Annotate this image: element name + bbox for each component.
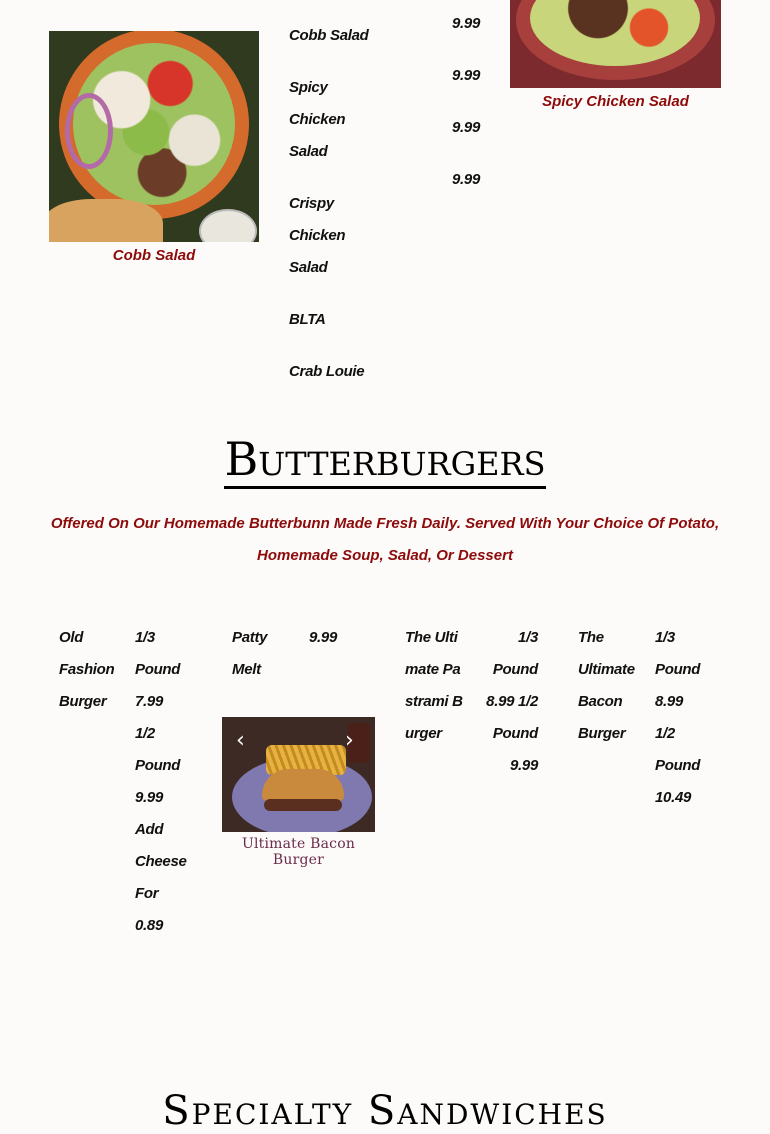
salad-price: 9.99 bbox=[452, 171, 480, 188]
burger-name-bacon: The Ultimate Bacon Burger bbox=[578, 629, 635, 742]
salad-price: 9.99 bbox=[452, 15, 480, 32]
salad-item-cobb: Cobb Salad bbox=[289, 27, 369, 44]
burger-price-patty-melt: 9.99 bbox=[309, 629, 337, 646]
butterburgers-subtitle: Offered On Our Homemade Butterbunn Made Fresh Daily. Served With Your Choice Of Potato, Homemade Soup, Salad, Or Dessert bbox=[50, 515, 720, 564]
salad-item-crab-louie: Crab Louie bbox=[289, 363, 365, 380]
salad-item-crispy-chicken: Crispy Chicken Salad bbox=[289, 195, 346, 276]
salad-price: 9.99 bbox=[452, 119, 480, 136]
slideshow-caption: Ultimate Bacon Burger bbox=[241, 836, 356, 868]
salad-item-spicy-chicken: Spicy Chicken Salad bbox=[289, 79, 346, 160]
burger-name-old-fashion: Old Fashion Burger bbox=[59, 629, 115, 710]
specialty-sandwiches-heading: Specialty Sandwiches bbox=[162, 1088, 608, 1134]
butterburgers-title: Butterburgers bbox=[224, 432, 545, 489]
spicy-chicken-salad-photo bbox=[510, 0, 721, 88]
salad-item-blta: BLTA bbox=[289, 311, 326, 328]
burger-price-pastrami: 1/3 Pound 8.99 1/2 Pound 9.99 bbox=[486, 629, 538, 774]
cobb-salad-photo bbox=[49, 31, 259, 242]
burger-price-bacon: 1/3 Pound 8.99 1/2 Pound 10.49 bbox=[655, 629, 701, 806]
cobb-salad-caption: Cobb Salad bbox=[112, 247, 196, 264]
burger-name-patty-melt: Patty Melt bbox=[232, 629, 268, 678]
slideshow-next-icon[interactable]: › bbox=[345, 728, 354, 753]
butterburgers-heading bbox=[0, 432, 770, 486]
burger-name-pastrami: The Ultimate Pastrami Burger bbox=[405, 629, 463, 742]
burger-price-old-fashion: 1/3 Pound 7.99 1/2 Pound 9.99 Add Cheese For 0.89 bbox=[135, 629, 187, 934]
slideshow-prev-icon[interactable]: ‹ bbox=[236, 728, 245, 753]
spicy-chicken-salad-caption: Spicy Chicken Salad bbox=[542, 93, 689, 110]
salad-price: 9.99 bbox=[452, 67, 480, 84]
